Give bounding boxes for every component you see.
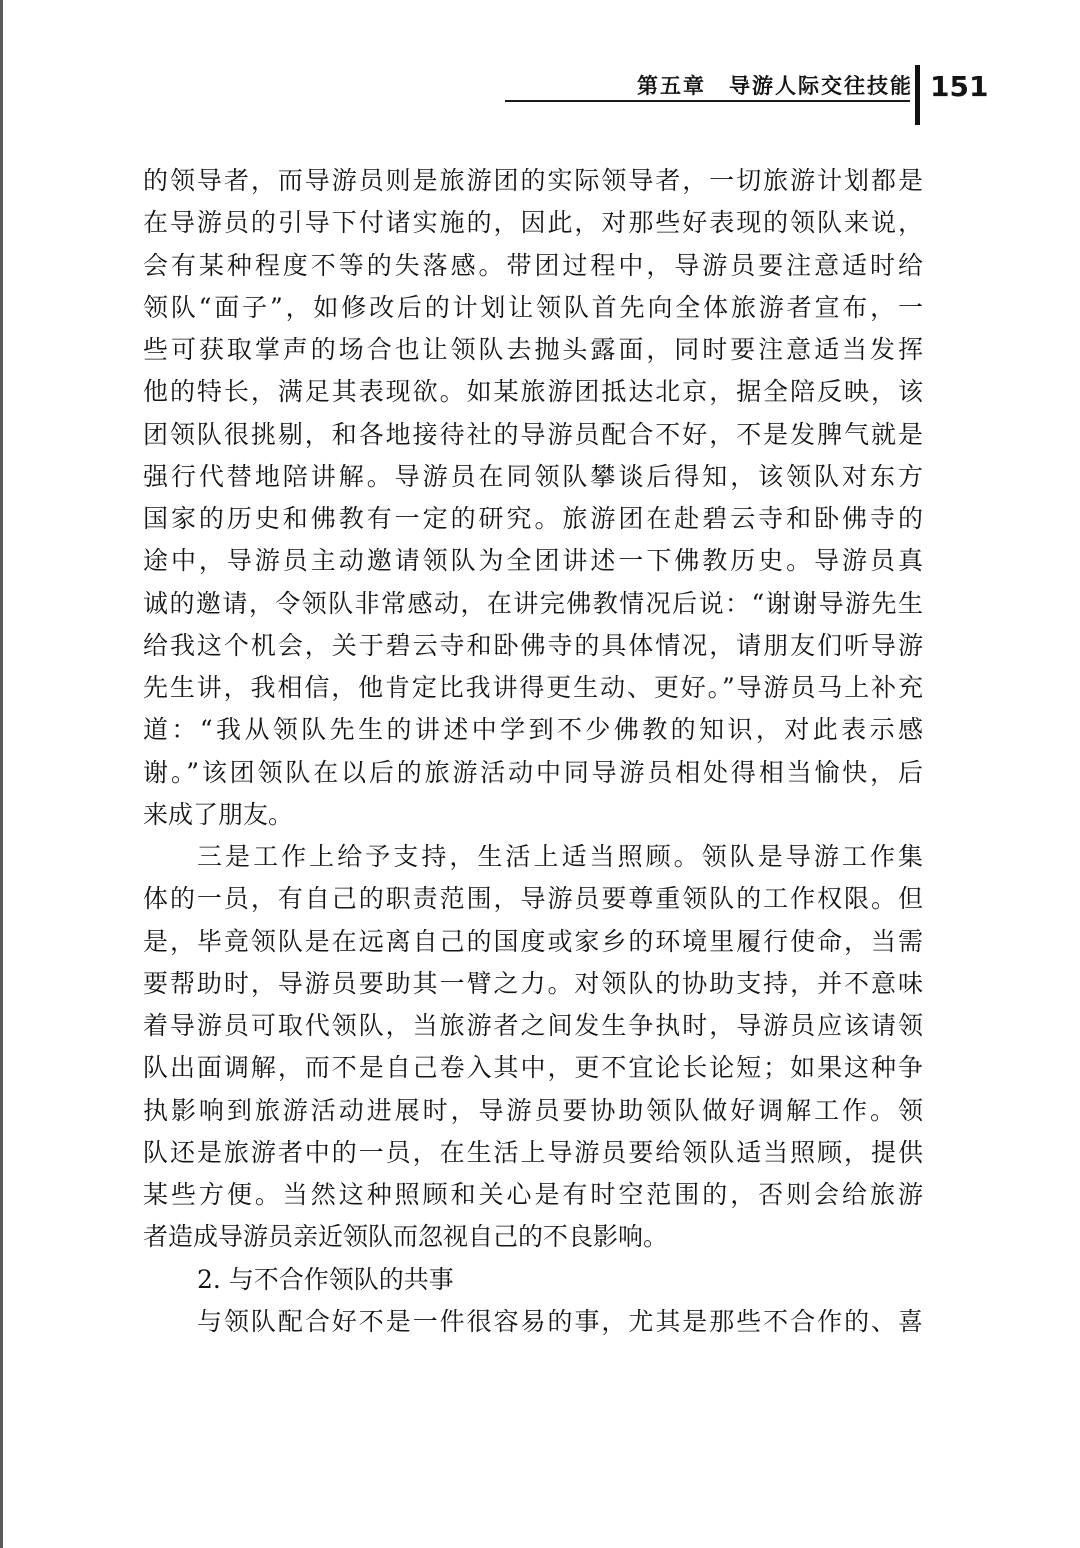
- text-line: 执影响到旅游活动进展时，导游员要协助领队做好调解工作。领: [143, 1095, 923, 1125]
- text-line: 某些方便。当然这种照顾和关心是有时空范围的，否则会给旅游: [143, 1180, 923, 1209]
- text-line: 谢。”该团领队在以后的旅游活动中同导游员相处得相当愉快，后: [143, 757, 923, 787]
- scan-edge: [0, 0, 3, 1548]
- text-line: 国家的历史和佛教有一定的研究。旅游团在赴碧云寺和卧佛寺的: [143, 504, 923, 533]
- paragraph-first-line: 与领队配合好不是一件很容易的事，尤其是那些不合作的、喜: [197, 1306, 923, 1336]
- text-line: 给我这个机会，关于碧云寺和卧佛寺的具体情况，请朋友们听导游: [143, 630, 923, 660]
- text-line: 要帮助时，导游员要助其一臂之力。对领队的协助支持，并不意味: [143, 968, 923, 998]
- text-line: 道：“我从领队先生的讲述中学到不少佛教的知识，对此表示感: [143, 715, 923, 745]
- text-line: 着导游员可取代领队，当旅游者之间发生争执时，导游员应该请领: [143, 1011, 923, 1040]
- text-line: 队出面调解，而不是自己卷入其中，更不宜论长论短；如果这种争: [143, 1053, 923, 1083]
- text-line: 队还是旅游者中的一员，在生活上导游员要给领队适当照顾，提供: [143, 1137, 923, 1167]
- text-line: 途中，导游员主动邀请领队为全团讲述一下佛教历史。导游员真: [143, 546, 923, 576]
- page-number: 151: [930, 70, 989, 103]
- chapter-title: 第五章 导游人际交往技能: [637, 74, 913, 98]
- text-line: 些可获取掌声的场合也让领队去抛头露面，同时要注意适当发挥: [143, 335, 923, 364]
- body-text: [143, 160, 923, 1343]
- header-rule: [505, 100, 910, 102]
- text-line: 来成了朋友。: [143, 799, 294, 829]
- text-line: 体的一员，有自己的职责范围，导游员要尊重领队的工作权限。但: [143, 884, 923, 914]
- header-divider: [915, 65, 920, 125]
- text-line: 诚的邀请，令领队非常感动，在讲完佛教情况后说：“谢谢导游先生: [143, 588, 923, 618]
- running-header: [505, 60, 1005, 130]
- text-line: 是，毕竟领队是在远离自己的国度或家乡的环境里履行使命，当需: [143, 926, 923, 956]
- text-line: 先生讲，我相信，他肯定比我讲得更生动、更好。”导游员马上补充: [143, 673, 923, 702]
- text-line: 在导游员的引导下付诸实施的，因此，对那些好表现的领队来说，: [143, 208, 923, 238]
- text-line: 强行代替地陪讲解。导游员在同领队攀谈后得知，该领队对东方: [143, 461, 923, 491]
- text-line: 者造成导游员亲近领队而忽视自己的不良影响。: [143, 1222, 669, 1252]
- text-line: 会有某种程度不等的失落感。带团过程中，导游员要注意适时给: [143, 250, 923, 280]
- text-line: 他的特长，满足其表现欲。如某旅游团抵达北京，据全陪反映，该: [143, 377, 923, 407]
- text-line: 的领导者，而导游员则是旅游团的实际领导者，一切旅游计划都是: [143, 166, 923, 195]
- text-line: 团领队很挑剔，和各地接待社的导游员配合不好，不是发脾气就是: [143, 419, 923, 449]
- text-line: 领队“面子”，如修改后的计划让领队首先向全体旅游者宣布，一: [143, 292, 923, 322]
- paragraph-first-line: 三是工作上给予支持，生活上适当照顾。领队是导游工作集: [197, 842, 923, 871]
- section-heading: 2. 与不合作领队的共事: [197, 1264, 454, 1294]
